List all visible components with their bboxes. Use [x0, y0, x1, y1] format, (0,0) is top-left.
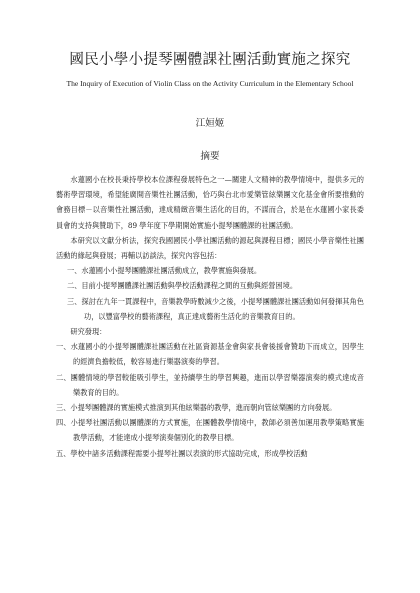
finding-item-1: 一、水蓮國小的小提琴團體課社團活動在社區資源基金會與家長會後援會贊助下而成立，因學生的經濟負擔較低，較容易進行樂器演奏的學習。 — [56, 342, 364, 367]
finding-item-4: 四、小提琴社團活動以團體課的方式實施，在團體教學情境中，教師必須善加運用教學策略實施教學活動，才能達成小提琴演奏個別化的教學目標。 — [56, 418, 364, 443]
finding-item-2: 二、團體情境的學習較能吸引學生，並持續學生的學習興趣，進而以學習樂器演奏的模式達成音樂教育的目的。 — [56, 372, 364, 397]
research-item-1: 一、水蓮國小小提琴團體課社團活動成立，教學實施與發展。 — [67, 266, 262, 276]
research-item-2: 二、目前小提琴團體課社團活動與學校活動課程之間的互動與經營困境。 — [67, 281, 298, 291]
finding-item-5: 五、學校中諸多活動課程需要小提琴社團以表演的形式協助完成，形成學校活動 — [56, 448, 308, 458]
abstract-body — [56, 172, 364, 461]
paper-title-en: The Inquiry of Execution of Violin Class on the Activity Curriculum in the Elementary School — [66, 79, 354, 88]
author-name: 江姮姬 — [195, 118, 225, 129]
research-item-3: 三、探討在九年一貫課程中，音樂教學時數減少之後，小提琴團體課社團活動如何發揮其角色功，以豐富學校的藝術課程，真正達成藝術生活化的音樂教育目的。 — [67, 296, 364, 321]
abstract-paragraph-2: 本研究以文獻分析法，探究我國國民小學社團活動的源起與課程目標；國民小學音樂性社團活動的緣起與發展；再輔以訪談法，探究內容包括： — [56, 235, 364, 261]
findings-heading: 研究發現： — [70, 327, 107, 337]
paper-page — [56, 50, 364, 461]
abstract-paragraph-1: 水蓮國小在校長秉持學校本位課程發展特色之一—關建人文精神的教學情境中，提供多元的藝術學習環境，希望能廣開音樂性社團活動，恰巧與台北市愛樂管絃樂團文化基金會所要推動的會務目標－以音樂性社團活動，達成精緻音樂生活化的目的，不謀而合，於是在水蓮國小家長委員會的支持與贊助下，89 學年度下學期開始實施小提琴團體課的社團活動。 — [56, 175, 364, 230]
finding-item-3: 三、小提琴團體課的實施模式推演到其他絃樂器的教學，進而朝向管絃樂團的方向發展。 — [56, 403, 337, 413]
paper-title-zh: 國民小學小提琴團體課社團活動實施之探究 — [69, 52, 351, 68]
abstract-heading: 摘要 — [200, 151, 220, 162]
